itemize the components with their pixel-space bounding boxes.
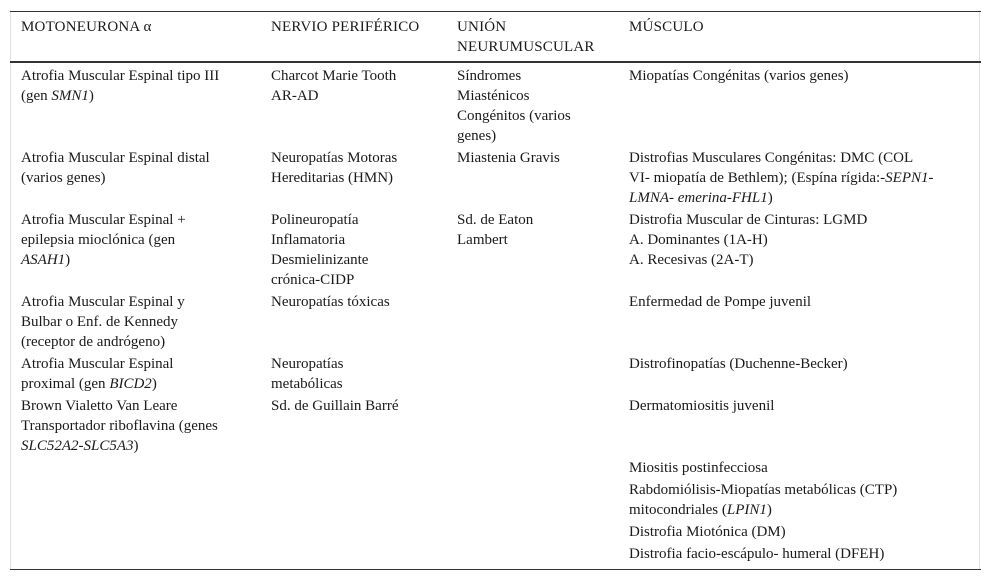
- cell-text: Distrofinopatías (Duchenne-Becker): [629, 356, 848, 372]
- header-rule: [10, 61, 981, 63]
- nervio-cell: [271, 66, 441, 106]
- cell-text: Brown Vialetto Van Leare: [21, 398, 178, 414]
- cell-line: [271, 374, 441, 394]
- nervio-cell: [271, 396, 441, 416]
- cell-text: genes): [457, 128, 497, 144]
- cell-text: proximal (gen: [21, 376, 110, 392]
- cell-line: [629, 458, 964, 478]
- cell-line: [271, 210, 441, 230]
- cell-line: [271, 354, 441, 374]
- cell-line: [21, 396, 257, 416]
- musculo-cell: [629, 458, 964, 478]
- musculo-cell: [629, 480, 964, 520]
- cell-line: [457, 106, 617, 126]
- cell-line: [457, 230, 617, 250]
- gene-name: ASAH1: [21, 252, 66, 268]
- cell-text: Distrofia facio-escápulo- humeral (DFEH): [629, 546, 885, 562]
- header-union-neuromuscular: UNIÓN NEURUMUSCULAR: [457, 19, 595, 55]
- cell-line: [629, 188, 964, 208]
- cell-text: Neuropatías: [271, 356, 344, 372]
- musculo-cell: [629, 396, 964, 416]
- cell-text: Atrofia Muscular Espinal distal: [21, 150, 210, 166]
- motoneurona-cell: [21, 148, 257, 188]
- cell-line: [629, 250, 964, 270]
- cell-line: [271, 168, 441, 188]
- cell-text: Enfermedad de Pompe juvenil: [629, 294, 812, 310]
- cell-text: A. Dominantes (1A-H): [629, 232, 768, 248]
- header-musculo: MÚSCULO: [629, 19, 704, 35]
- cell-text: Dermatomiositis juvenil: [629, 398, 775, 414]
- cell-text: Atrofia Muscular Espinal y: [21, 294, 185, 310]
- cell-text: Inflamatoria: [271, 232, 346, 248]
- cell-text: AR-AD: [271, 88, 319, 104]
- cell-text: epilepsia mioclónica (gen: [21, 232, 176, 248]
- cell-text: VI- miopatía de Bethlem); (Espína rígida:-: [629, 170, 886, 186]
- cell-line: [21, 416, 257, 436]
- cell-text: mitocondriales (: [629, 502, 727, 518]
- motoneurona-cell: [21, 210, 257, 270]
- cell-line: [21, 148, 257, 168]
- union-cell: [457, 210, 617, 250]
- cell-text: Transportador riboflavina (genes: [21, 418, 218, 434]
- cell-line: [21, 86, 257, 106]
- cell-line: [21, 210, 257, 230]
- cell-line: [21, 168, 257, 188]
- cell-line: [271, 292, 441, 312]
- gene-name: BICD2: [109, 376, 152, 392]
- cell-line: [21, 332, 257, 352]
- cell-text: Miastenia Gravis: [457, 150, 560, 166]
- cell-line: [271, 86, 441, 106]
- union-cell: [457, 66, 617, 146]
- cell-text: (receptor de andrógeno): [21, 334, 166, 350]
- motoneurona-cell: [21, 396, 257, 456]
- header-motoneurona: MOTONEURONA α: [21, 19, 152, 35]
- cell-line: [629, 168, 964, 188]
- cell-text: ): [766, 502, 772, 518]
- cell-line: [271, 230, 441, 250]
- cell-text: Neuropatías Motoras: [271, 150, 398, 166]
- cell-line: [629, 480, 964, 500]
- cell-line: [629, 292, 964, 312]
- cell-text: Distrofia Muscular de Cinturas: LGMD: [629, 212, 868, 228]
- cell-text: Miopatías Congénitas (varios genes): [629, 68, 849, 84]
- gene-name: SLC52A2-SLC5A3: [21, 438, 134, 454]
- cell-text: Congénitos (varios: [457, 108, 571, 124]
- cell-text: Charcot Marie Tooth: [271, 68, 397, 84]
- cell-text: ): [88, 88, 94, 104]
- motoneurona-cell: [21, 292, 257, 352]
- cell-line: [21, 436, 257, 456]
- cell-line: [629, 354, 964, 374]
- cell-line: [21, 250, 257, 270]
- cell-text: Distrofia Miotónica (DM): [629, 524, 786, 540]
- cell-line: [457, 210, 617, 230]
- cell-line: [457, 126, 617, 146]
- cell-text: Sd. de Guillain Barré: [271, 398, 399, 414]
- cell-text: Bulbar o Enf. de Kennedy: [21, 314, 179, 330]
- cell-text: Neuropatías tóxicas: [271, 294, 390, 310]
- cell-text: Hereditarias (HMN): [271, 170, 394, 186]
- cell-text: ): [767, 190, 773, 206]
- cell-text: Desmielinizante: [271, 252, 369, 268]
- cell-line: [271, 250, 441, 270]
- top-rule: [10, 11, 981, 12]
- cell-text: A. Recesivas (2A-T): [629, 252, 754, 268]
- cell-line: [629, 500, 964, 520]
- cell-text: Atrofia Muscular Espinal: [21, 356, 174, 372]
- gene-name: LMNA- emerina-FHL1: [629, 190, 768, 206]
- motoneurona-cell: [21, 354, 257, 394]
- cell-line: [21, 354, 257, 374]
- cell-text: ): [151, 376, 157, 392]
- cell-text: Miasténicos: [457, 88, 530, 104]
- cell-text: Distrofias Musculares Congénitas: DMC (COL: [629, 150, 914, 166]
- musculo-cell: [629, 148, 964, 208]
- cell-text: (varios genes): [21, 170, 106, 186]
- cell-line: [629, 522, 964, 542]
- cell-line: [457, 86, 617, 106]
- cell-line: [21, 66, 257, 86]
- cell-text: Lambert: [457, 232, 508, 248]
- cell-line: [629, 230, 964, 250]
- cell-text: (gen: [21, 88, 52, 104]
- musculo-cell: [629, 66, 964, 86]
- union-cell: [457, 148, 617, 168]
- cell-line: [457, 148, 617, 168]
- cell-line: [21, 312, 257, 332]
- cell-line: [629, 544, 964, 564]
- cell-line: [271, 148, 441, 168]
- cell-text: ): [133, 438, 139, 454]
- gene-name: SEPN1-: [885, 170, 934, 186]
- cell-text: Síndromes: [457, 68, 522, 84]
- cell-line: [271, 66, 441, 86]
- cell-line: [21, 230, 257, 250]
- cell-text: Atrofia Muscular Espinal +: [21, 212, 186, 228]
- cell-line: [21, 374, 257, 394]
- cell-line: [271, 270, 441, 290]
- motoneurona-cell: [21, 66, 257, 106]
- cell-line: [629, 66, 964, 86]
- nervio-cell: [271, 210, 441, 290]
- bottom-rule: [10, 569, 981, 570]
- cell-text: crónica-CIDP: [271, 272, 355, 288]
- gene-name: SMN1: [51, 88, 89, 104]
- cell-text: Polineuropatía: [271, 212, 359, 228]
- nervio-cell: [271, 148, 441, 188]
- cell-text: Miositis postinfecciosa: [629, 460, 768, 476]
- cell-line: [629, 210, 964, 230]
- cell-text: Rabdomiólisis-Miopatías metabólicas (CTP): [629, 482, 898, 498]
- nervio-cell: [271, 354, 441, 394]
- musculo-cell: [629, 354, 964, 374]
- cell-line: [457, 66, 617, 86]
- cell-text: Sd. de Eaton: [457, 212, 534, 228]
- cell-line: [21, 292, 257, 312]
- musculo-cell: [629, 544, 964, 564]
- cell-line: [629, 148, 964, 168]
- musculo-cell: [629, 210, 964, 270]
- cell-text: ): [65, 252, 71, 268]
- nervio-cell: [271, 292, 441, 312]
- gene-name: LPIN1: [726, 502, 767, 518]
- header-nervio-periferico: NERVIO PERIFÉRICO: [271, 19, 420, 35]
- cell-text: Atrofia Muscular Espinal tipo III: [21, 68, 220, 84]
- musculo-cell: [629, 292, 964, 312]
- cell-line: [629, 396, 964, 416]
- cell-text: metabólicas: [271, 376, 343, 392]
- cell-line: [271, 396, 441, 416]
- musculo-cell: [629, 522, 964, 542]
